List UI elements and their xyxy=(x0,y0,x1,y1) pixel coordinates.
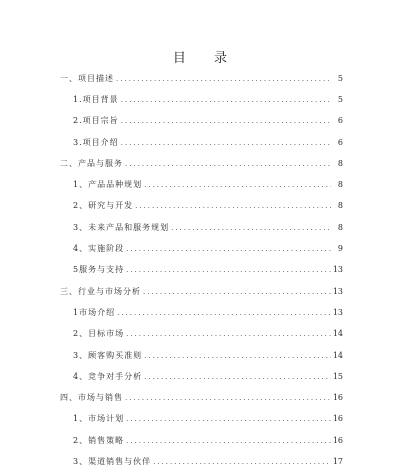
toc-entry-label: 3.项目介绍 xyxy=(73,137,119,147)
toc-dot-leader xyxy=(153,458,331,466)
toc-entry[interactable] xyxy=(0,174,400,195)
toc-entry-label: 3、未来产品和服务规划 xyxy=(73,222,170,232)
toc-title: 目 录 xyxy=(172,51,240,66)
toc-entry-label: 4、实施阶段 xyxy=(73,244,125,254)
toc-dot-leader xyxy=(126,330,331,338)
toc-page-number: 6 xyxy=(337,116,343,126)
toc-entry[interactable] xyxy=(0,196,400,217)
toc-page-number: 16 xyxy=(332,393,343,403)
toc-page-number: 17 xyxy=(332,456,343,466)
toc-entry[interactable] xyxy=(0,430,400,451)
toc-entry-label: 2、研究与开发 xyxy=(73,201,134,211)
toc-entry-label: 4、竞争对手分析 xyxy=(73,371,143,381)
toc-dot-leader xyxy=(121,117,331,125)
toc-dot-leader xyxy=(144,373,331,381)
toc-entry[interactable] xyxy=(0,238,400,259)
toc-dot-leader xyxy=(126,266,331,274)
toc-page-number: 8 xyxy=(337,180,343,190)
toc-page-number: 6 xyxy=(337,137,343,147)
toc-entry-label: 1市场介绍 xyxy=(73,307,116,317)
toc-entry-label: 2.项目宗旨 xyxy=(73,116,119,126)
toc-entry[interactable] xyxy=(0,302,400,323)
toc-entry[interactable] xyxy=(0,324,400,345)
toc-entry[interactable] xyxy=(0,68,400,89)
toc-entry-label: 5服务与支持 xyxy=(73,265,125,275)
toc-page-number: 8 xyxy=(337,158,343,168)
toc-page-number: 5 xyxy=(337,94,343,104)
toc-entry-label: 2、目标市场 xyxy=(73,329,125,339)
toc-entry[interactable] xyxy=(0,409,400,430)
toc-entry[interactable] xyxy=(0,132,400,153)
toc-entry[interactable] xyxy=(0,217,400,238)
toc-entry[interactable] xyxy=(0,153,400,174)
toc-dot-leader xyxy=(171,224,331,232)
toc-entry-label: 三、行业与市场分析 xyxy=(60,286,141,296)
toc-entry[interactable] xyxy=(0,281,400,302)
toc-page-number: 16 xyxy=(332,435,343,445)
toc-page-number: 8 xyxy=(337,201,343,211)
toc-entry[interactable] xyxy=(0,387,400,408)
toc-dot-leader xyxy=(126,437,331,445)
toc-dot-leader xyxy=(121,96,331,104)
toc-page-number: 5 xyxy=(337,73,343,83)
toc-entry-label: 1.项目背景 xyxy=(73,94,119,104)
toc-entry[interactable] xyxy=(0,111,400,132)
toc-page-number: 8 xyxy=(337,222,343,232)
toc-page-number: 14 xyxy=(332,350,343,360)
toc-dot-leader xyxy=(143,288,331,296)
toc-entry-label: 3、顾客购买准则 xyxy=(73,350,143,360)
toc-dot-leader xyxy=(117,309,331,317)
toc-entry-label: 2、销售策略 xyxy=(73,435,125,445)
toc-page-number: 14 xyxy=(332,329,343,339)
toc-entry-label: 四、市场与销售 xyxy=(60,393,123,403)
toc-entry[interactable] xyxy=(0,260,400,281)
toc-page-number: 13 xyxy=(332,307,343,317)
toc-dot-leader xyxy=(144,352,331,360)
toc-entry-label: 3、渠道销售与伙伴 xyxy=(73,456,152,466)
toc-dot-leader xyxy=(144,181,331,189)
toc-page-number: 16 xyxy=(332,414,343,424)
toc-dot-leader xyxy=(126,245,331,253)
toc-entry-label: 1、市场计划 xyxy=(73,414,125,424)
toc-dot-leader xyxy=(116,75,331,83)
toc-entry-label: 二、产品与服务 xyxy=(60,158,123,168)
toc-entry[interactable] xyxy=(0,345,400,366)
toc-page-number: 13 xyxy=(332,265,343,275)
table-of-contents xyxy=(0,68,400,473)
toc-entry[interactable] xyxy=(0,366,400,387)
toc-dot-leader xyxy=(125,394,331,402)
toc-page-number: 9 xyxy=(337,244,343,254)
toc-page-number: 15 xyxy=(332,371,343,381)
toc-dot-leader xyxy=(135,202,331,210)
toc-dot-leader xyxy=(121,139,331,147)
toc-entry[interactable] xyxy=(0,89,400,110)
toc-entry-label: 1、产品品种规划 xyxy=(73,180,143,190)
toc-dot-leader xyxy=(126,415,331,423)
toc-entry-label: 一、项目描述 xyxy=(60,73,114,83)
toc-page-number: 13 xyxy=(332,286,343,296)
toc-dot-leader xyxy=(125,160,331,168)
toc-entry[interactable] xyxy=(0,451,400,472)
